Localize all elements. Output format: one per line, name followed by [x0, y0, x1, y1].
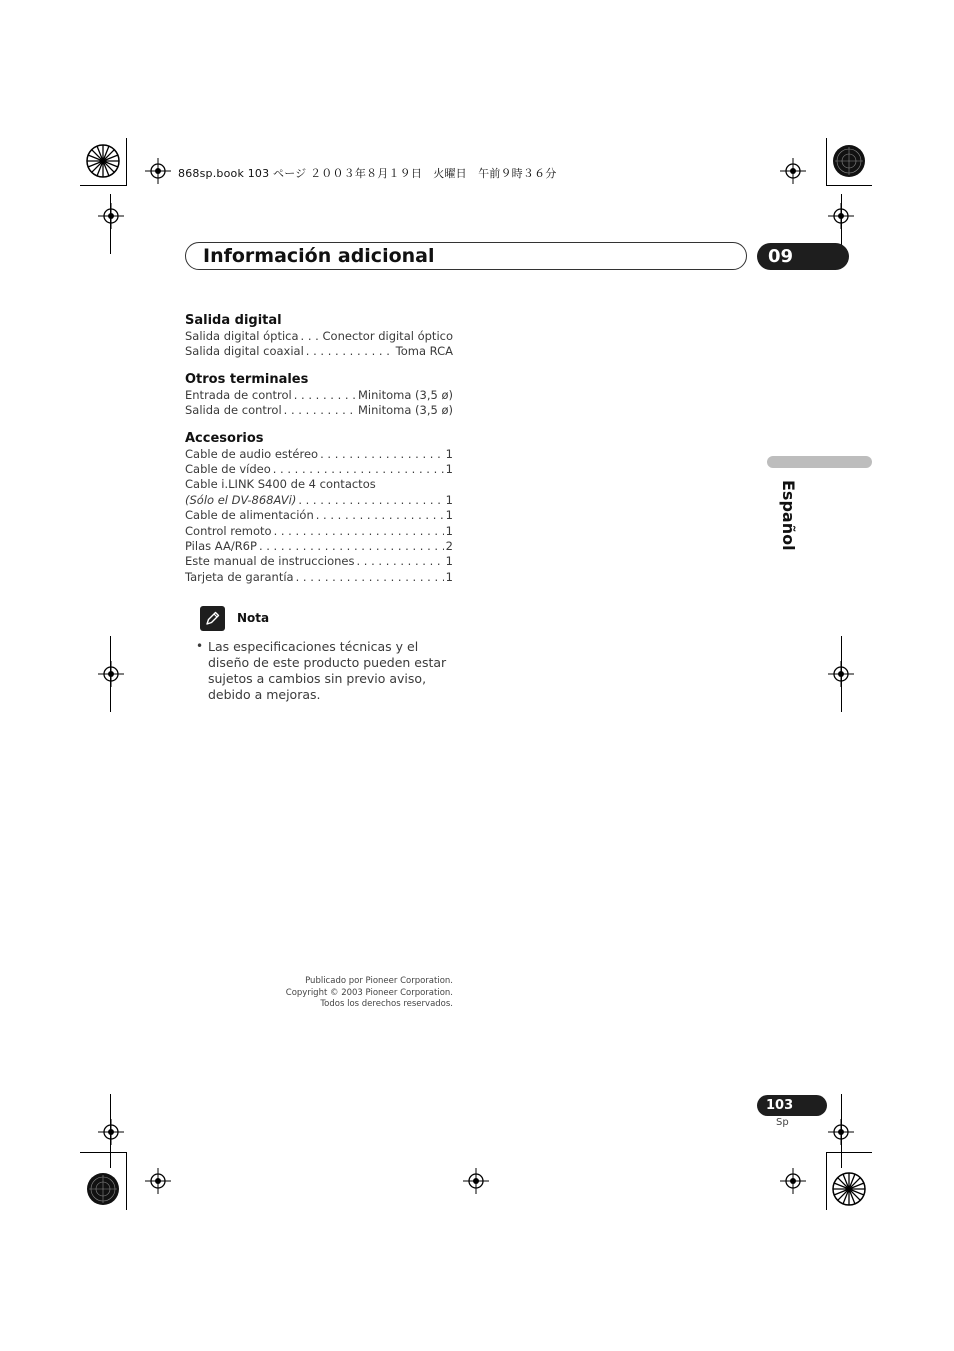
crosshair-mark-icon — [145, 1168, 171, 1194]
spec-value: 1 — [445, 523, 453, 538]
crosshair-mark-icon — [780, 1168, 806, 1194]
spec-row — [185, 570, 453, 585]
spec-section — [185, 371, 453, 419]
spec-label: Pilas AA/R6P — [185, 539, 257, 554]
note-label: Nota — [237, 611, 270, 625]
registration-wheel-icon — [832, 144, 866, 178]
print-slug: 868sp.book 103 ページ ２００３年８月１９日 火曜日 午前９時３６分 — [178, 167, 557, 180]
crosshair-mark-icon — [780, 158, 806, 184]
section-title: Accesorios — [185, 430, 264, 446]
section-title: Otros terminales — [185, 371, 309, 387]
spec-label: Cable de audio estéreo — [185, 446, 319, 461]
page-title: Información adicional — [203, 245, 435, 267]
registration-wheel-icon — [86, 144, 120, 178]
leader-dots — [259, 539, 444, 554]
note-text: Las especificaciones técnicas y el diseño de este producto pueden estar sujetos a cambios sin previo aviso, debido a mejoras. — [208, 639, 447, 702]
leader-dots — [301, 329, 321, 344]
spec-value: Toma RCA — [395, 344, 453, 359]
publisher-info — [253, 976, 453, 1011]
leader-dots — [273, 462, 444, 477]
spec-label: Este manual de instrucciones — [185, 554, 355, 569]
spec-label: Cable de alimentación — [185, 508, 314, 523]
leader-dots — [284, 403, 356, 418]
spec-label: Cable i.LINK S400 de 4 contactos — [185, 477, 376, 492]
crosshair-mark-icon — [463, 1168, 489, 1194]
leader-dots — [294, 388, 356, 403]
spec-label: Control remoto — [185, 523, 272, 538]
spec-row — [185, 539, 453, 554]
spec-value: 1 — [445, 462, 453, 477]
specifications — [185, 312, 453, 596]
page-language-code: Sp — [776, 1117, 789, 1128]
publisher-line: Publicado por Pioneer Corporation. — [305, 976, 453, 986]
spec-label: Cable de vídeo — [185, 462, 271, 477]
page-number: 103 — [766, 1098, 794, 1113]
spec-label: Tarjeta de garantía — [185, 569, 294, 584]
spec-value: 1 — [445, 569, 453, 584]
crosshair-mark-icon — [828, 1119, 854, 1145]
section-title: Salida digital — [185, 313, 282, 328]
crosshair-mark-icon — [98, 203, 124, 229]
crosshair-mark-icon — [828, 661, 854, 687]
spec-section — [185, 430, 453, 586]
spec-row — [185, 447, 453, 462]
rights-line: Todos los derechos reservados. — [320, 999, 453, 1009]
spec-label: (Sólo el DV-868AVi) — [185, 492, 297, 507]
spec-label: Salida digital óptica — [185, 329, 299, 343]
spec-value: 1 — [445, 492, 453, 507]
copyright-line: Copyright © 2003 Pioneer Corporation. — [285, 987, 453, 998]
spec-row — [185, 493, 453, 508]
spec-value: 1 — [445, 446, 453, 461]
crosshair-mark-icon — [828, 203, 854, 229]
note-pencil-icon — [200, 606, 225, 631]
leader-dots — [298, 493, 443, 508]
spec-row — [185, 554, 453, 569]
spec-value: Minitoma (3,5 ø) — [357, 387, 453, 402]
spec-label: Entrada de control — [185, 387, 292, 402]
registration-wheel-icon — [832, 1172, 866, 1206]
spec-value: 1 — [445, 554, 453, 569]
spec-row — [185, 344, 453, 359]
crosshair-mark-icon — [98, 1119, 124, 1145]
spec-value: Minitoma (3,5 ø) — [357, 403, 453, 418]
spec-row — [185, 403, 453, 418]
leader-dots — [274, 524, 444, 539]
crosshair-mark-icon — [145, 158, 171, 184]
spec-value: 2 — [445, 539, 453, 554]
registration-wheel-icon — [86, 1172, 120, 1206]
leader-dots — [316, 508, 444, 523]
spec-value: Conector digital óptico — [322, 329, 453, 343]
spec-row — [185, 388, 453, 403]
leader-dots — [296, 570, 444, 585]
chapter-number: 09 — [768, 246, 794, 267]
leader-dots — [357, 554, 444, 569]
spec-row — [185, 462, 453, 477]
spec-row — [185, 477, 453, 492]
leader-dots — [320, 447, 444, 462]
spec-row — [185, 508, 453, 523]
spec-label: Salida de control — [185, 403, 282, 418]
language-tab-label: Español — [779, 480, 798, 551]
bullet-marker: • — [196, 639, 204, 653]
spec-value: 1 — [445, 508, 453, 523]
leader-dots — [306, 344, 394, 359]
spec-row — [185, 329, 453, 344]
spec-label: Salida digital coaxial — [185, 344, 304, 359]
spec-row — [185, 524, 453, 539]
crosshair-mark-icon — [98, 661, 124, 687]
language-tab-bar — [767, 456, 872, 468]
spec-section — [185, 312, 453, 360]
